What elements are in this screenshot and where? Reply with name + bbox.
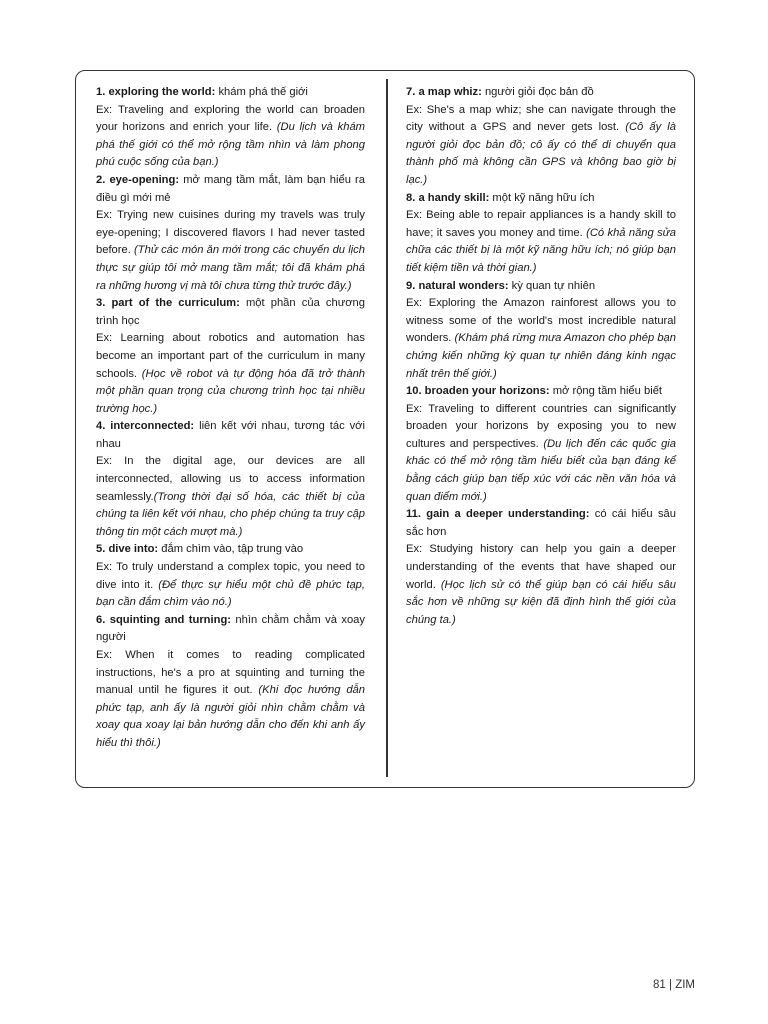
vocab-entry-3 (96, 295, 365, 418)
vocab-entry-11 (406, 506, 676, 629)
vocabulary-box (75, 70, 695, 788)
vocab-term: 9. natural wonders: (406, 279, 509, 292)
vocab-entry-7 (406, 84, 676, 190)
vocab-translation: (Khi đọc hướng dẫn phức tạp, anh ấy là người giỏi nhìn chằm chằm và xoay qua xoay lại bản hướng dẫn cho đến khi anh ấy hiểu thì thôi.) (96, 684, 365, 749)
vocab-meaning: mở mang tầm mắt, làm bạn hiểu ra điều gì mới mẻ (96, 173, 365, 204)
vocab-term: 11. gain a deeper understanding: (406, 508, 590, 521)
vocab-term: 2. eye-opening: (96, 173, 180, 186)
vocab-example: Ex: Traveling and exploring the world can broaden your horizons and enrich your life. (96, 103, 365, 134)
vocab-example: Ex: Studying history can help you gain a deeper understanding of the events that have shaped our world. (406, 543, 676, 591)
vocab-example: Ex: In the digital age, our devices are all interconnected, allowing us to access information seamlessly. (96, 455, 365, 503)
vocab-entry-6 (96, 612, 365, 753)
vocab-example: Ex: When it comes to reading complicated instructions, he's a pro at squinting and turning the manual until he figures it out. (96, 649, 365, 697)
vocab-term: 7. a map whiz: (406, 86, 482, 98)
vocab-translation: (Du lịch đến các quốc gia khác có thể mở rộng tầm hiểu biết của bạn đáng kể bằng cách giúp bạn tiếp xúc với các nền văn hóa và quan điểm mới.) (406, 437, 676, 503)
vocab-example: Ex: Learning about robotics and automation has become an important part of the curriculum in many schools. (96, 332, 365, 380)
vocab-meaning: một phần của chương trình học (96, 297, 365, 327)
vocab-meaning: liên kết với nhau, tương tác với nhau (96, 420, 366, 450)
vocab-translation: (Du lịch và khám phá thế giới có thể mở rộng tầm nhìn và làm phong phú cuộc sống của bạn.) (96, 121, 365, 169)
vocab-term: 3. part of the curriculum: (96, 297, 240, 310)
vocab-meaning: mở rộng tầm hiểu biết (549, 385, 663, 398)
vocab-entry-5 (96, 541, 365, 611)
vocab-translation: (Khám phá rừng mưa Amazon cho phép bạn chứng kiến những kỳ quan tự nhiên đáng kinh ngạc nhất trên thế giới.) (406, 332, 676, 380)
vocabulary-column-left (96, 84, 365, 753)
vocab-example: Ex: To truly understand a complex topic, you need to dive into it. (96, 561, 365, 591)
page-footer: 81 | ZIM (653, 979, 695, 991)
vocab-translation: (Để thực sự hiểu một chủ đề phức tạp, bạn cần đắm chìm vào nó.) (96, 578, 365, 609)
vocab-entry-4 (96, 418, 365, 541)
vocab-translation: (Trong thời đại số hóa, các thiết bị của chúng ta liên kết với nhau, cho phép chúng ta truy cập thông tin một cách mượt mà.) (96, 490, 365, 538)
vocab-translation: (Cô ấy là người giỏi đọc bản đồ; cô ấy có thể di chuyển qua thành phố mà không cần GPS và không bao giờ bị lạc.) (406, 121, 676, 186)
vocabulary-column-right (406, 84, 676, 629)
vocab-term: 8. a handy skill: (406, 191, 490, 204)
vocab-translation: (Học về robot và tự động hóa đã trở thành một phần quan trọng của chương trình học tại nhiều trường học.) (96, 367, 366, 415)
vocab-meaning: đắm chìm vào, tập trung vào (158, 543, 304, 556)
vocab-example: Ex: Traveling to different countries can significantly broaden your horizons by exposing you to new cultures and perspectives. (406, 402, 676, 450)
vocab-meaning: người giỏi đọc bản đồ (481, 86, 594, 98)
vocab-example: Ex: Being able to repair appliances is a handy skill to have; it saves you money and time. (406, 209, 676, 239)
vocab-entry-2 (96, 172, 365, 295)
vocab-entry-9 (406, 278, 676, 384)
vocab-term: 1. exploring the world: (96, 86, 216, 98)
vocab-meaning: một kỹ năng hữu ích (489, 191, 595, 204)
vocab-translation: (Thử các món ăn mới trong các chuyến du lịch thực sự giúp tôi mở mang tầm mắt; tôi đã khám phá ra những hương vị mà tôi chưa từng thử trước đây.) (96, 244, 365, 292)
vocab-term: 6. squinting and turning: (96, 613, 232, 626)
vocab-translation: (Có khả năng sửa chữa các thiết bị là một kỹ năng hữu ích; nó giúp bạn tiết kiệm tiền và thời gian.) (406, 226, 676, 274)
vocab-translation: (Học lịch sử có thể giúp bạn có cái hiểu sâu sắc hơn về những sự kiện đã định hình thế giới của chúng ta.) (406, 578, 677, 626)
column-divider (386, 79, 388, 777)
vocab-meaning: kỳ quan tự nhiên (508, 279, 596, 292)
vocab-example: Ex: Trying new cuisines during my travels was truly eye-opening; I discovered flavors I had never tasted before. (96, 209, 365, 257)
vocab-example: Ex: Exploring the Amazon rainforest allows you to witness some of the world's most incredible natural wonders. (406, 297, 676, 345)
vocab-entry-8 (406, 190, 676, 278)
vocab-meaning: nhìn chằm chằm và xoay người (96, 613, 365, 644)
vocab-term: 5. dive into: (96, 543, 159, 556)
vocab-example: Ex: She's a map whiz; she can navigate through the city without a GPS and never gets lost. (406, 103, 676, 134)
vocab-term: 4. interconnected: (96, 420, 195, 433)
vocab-meaning: có cái hiểu sâu sắc hơn (406, 508, 676, 538)
vocab-term: 10. broaden your horizons: (406, 385, 550, 398)
vocab-entry-1 (96, 84, 365, 172)
vocab-meaning: khám phá thế giới (215, 86, 308, 98)
vocab-entry-10 (406, 383, 676, 506)
